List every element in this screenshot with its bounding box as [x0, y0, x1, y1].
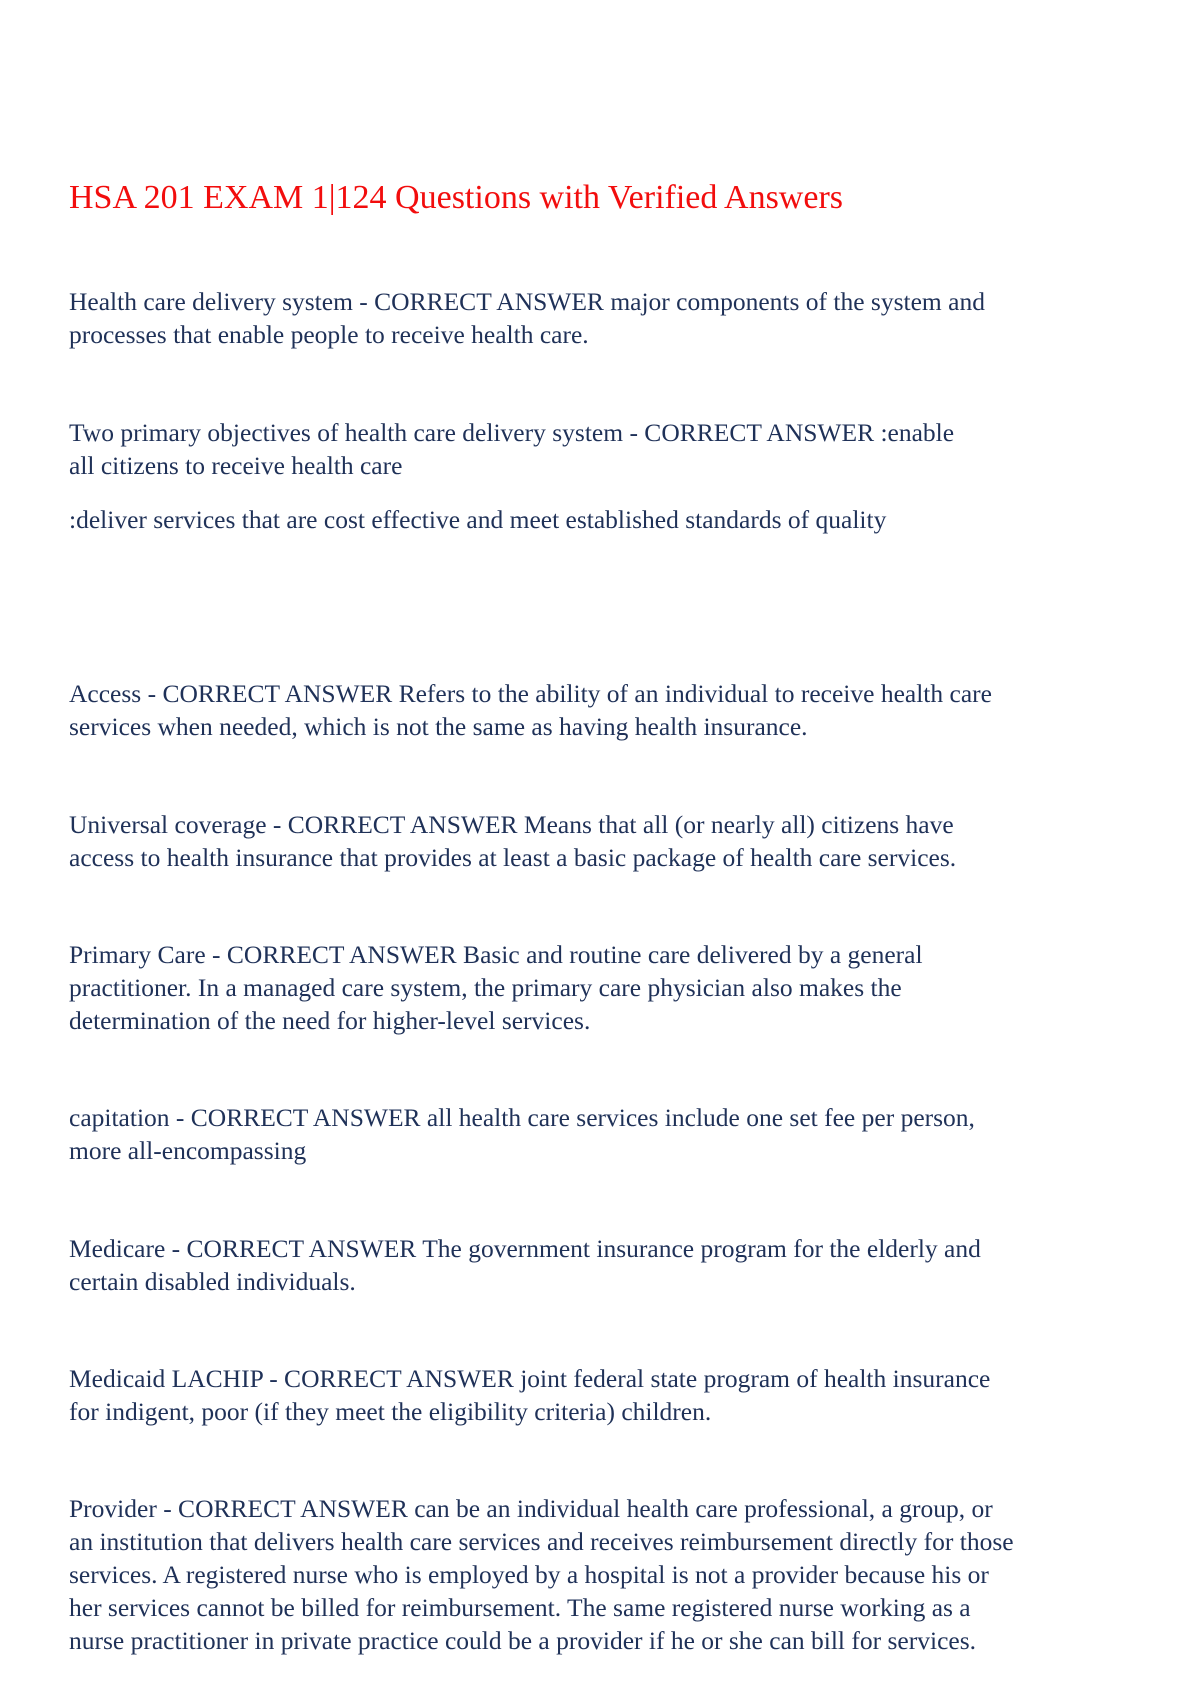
entry-line: capitation - CORRECT ANSWER all health care services include one set fee per person, [69, 1103, 975, 1132]
entry-line: Medicaid LACHIP - CORRECT ANSWER joint federal state program of health insurance [69, 1364, 991, 1393]
entry-line: determination of the need for higher-level services. [69, 1006, 591, 1035]
entry-line: all citizens to receive health care [69, 451, 403, 480]
entry-universal-coverage [69, 808, 1129, 874]
entry-access [69, 677, 1129, 743]
entry-health-care-delivery-system [69, 285, 1129, 351]
entry-line: nurse practitioner in private practice could be a provider if he or she can bill for services. [69, 1626, 977, 1655]
entry-line: her services cannot be billed for reimbursement. The same registered nurse working as a [69, 1593, 971, 1622]
entry-line: an institution that delivers health care services and receives reimbursement directly for those [69, 1527, 1014, 1556]
entry-line: Medicare - CORRECT ANSWER The government insurance program for the elderly and [69, 1234, 981, 1263]
entry-line: :deliver services that are cost effective and meet established standards of quality [69, 505, 887, 534]
document-title: HSA 201 EXAM 1|124 Questions with Verified Answers [69, 179, 843, 216]
entry-primary-care [69, 938, 1129, 1037]
entry-line: processes that enable people to receive health care. [69, 320, 589, 349]
entry-line: Universal coverage - CORRECT ANSWER Means that all (or nearly all) citizens have [69, 810, 954, 839]
entry-line: Provider - CORRECT ANSWER can be an individual health care professional, a group, or [69, 1494, 993, 1523]
entry-line: for indigent, poor (if they meet the eligibility criteria) children. [69, 1397, 712, 1426]
entry-two-primary-objectives [69, 416, 1129, 536]
entry-medicaid-lachip [69, 1362, 1129, 1428]
entry-line: access to health insurance that provides at least a basic package of health care services. [69, 843, 957, 872]
entry-line: services when needed, which is not the same as having health insurance. [69, 712, 808, 741]
entry-line: Health care delivery system - CORRECT ANSWER major components of the system and [69, 287, 985, 316]
entry-line: more all-encompassing [69, 1136, 307, 1165]
entry-line: Access - CORRECT ANSWER Refers to the ability of an individual to receive health care [69, 679, 992, 708]
entry-provider [69, 1492, 1129, 1657]
entry-line: practitioner. In a managed care system, the primary care physician also makes the [69, 973, 902, 1002]
entry-line: certain disabled individuals. [69, 1267, 356, 1296]
entry-line: Primary Care - CORRECT ANSWER Basic and routine care delivered by a general [69, 940, 923, 969]
entry-capitation [69, 1101, 1129, 1167]
entry-line: services. A registered nurse who is employed by a hospital is not a provider because his or [69, 1560, 989, 1589]
entry-line: Two primary objectives of health care delivery system - CORRECT ANSWER :enable [69, 418, 955, 447]
entry-medicare [69, 1232, 1129, 1298]
